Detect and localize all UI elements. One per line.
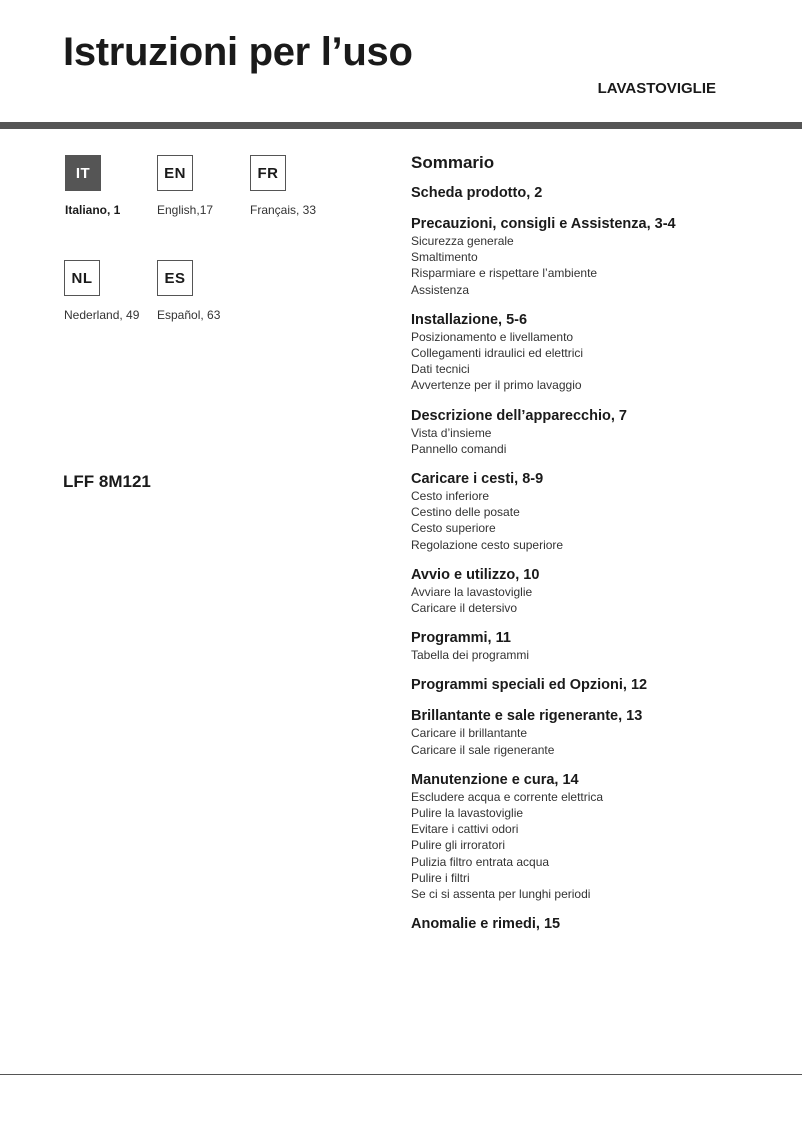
- toc-subitem[interactable]: Pulire la lavastoviglie: [411, 806, 524, 821]
- toc-section-heading[interactable]: Programmi speciali ed Opzioni, 12: [411, 677, 648, 694]
- toc-subitem[interactable]: Vista d’insieme: [411, 425, 492, 440]
- toc-subitem[interactable]: Smaltimento: [411, 250, 478, 265]
- language-code-badge: EN: [157, 155, 193, 191]
- toc-subitem[interactable]: Sicurezza generale: [411, 234, 514, 248]
- toc-section-heading[interactable]: Scheda prodotto, 2: [411, 185, 543, 201]
- toc-section: [411, 312, 791, 394]
- toc-subitem[interactable]: Evitare i cattivi odori: [411, 822, 519, 837]
- toc-section-heading[interactable]: Manutenzione e cura, 14: [411, 771, 579, 788]
- toc-section: [411, 772, 791, 902]
- toc-subitem[interactable]: Caricare il detersivo: [411, 601, 518, 616]
- language-fr[interactable]: [250, 155, 350, 217]
- toc-section-heading[interactable]: Installazione, 5-6: [411, 311, 528, 328]
- language-code-badge: FR: [250, 155, 286, 191]
- toc-section-heading[interactable]: Descrizione dell’apparecchio, 7: [411, 407, 627, 424]
- toc-subitem[interactable]: Cestino delle posate: [411, 505, 520, 520]
- language-label: Español, 63: [157, 308, 221, 322]
- toc-subitem[interactable]: Dati tecnici: [411, 362, 470, 377]
- toc-section-heading[interactable]: Brillantante e sale rigenerante, 13: [411, 708, 643, 725]
- toc-section: [411, 567, 791, 616]
- language-es[interactable]: [157, 260, 257, 322]
- toc-subitem[interactable]: Cesto inferiore: [411, 489, 490, 504]
- toc-section: [411, 471, 791, 553]
- product-category: LAVASTOVIGLIE: [597, 80, 716, 97]
- toc-subitem[interactable]: Se ci si assenta per lunghi periodi: [411, 887, 591, 902]
- toc-subitem[interactable]: Caricare il sale rigenerante: [411, 742, 555, 757]
- toc-subitem[interactable]: Collegamenti idraulici ed elettrici: [411, 346, 584, 361]
- language-label: English,17: [157, 203, 214, 217]
- toc-subitem[interactable]: Posizionamento e livellamento: [411, 329, 574, 344]
- toc-section: [411, 216, 791, 298]
- page-title: Istruzioni per l’uso: [63, 30, 413, 74]
- toc-section: [411, 677, 791, 694]
- model-number: LFF 8M121: [63, 472, 151, 491]
- header-divider: [0, 122, 802, 129]
- toc-subitem[interactable]: Cesto superiore: [411, 521, 496, 536]
- language-label: Italiano, 1: [65, 203, 121, 217]
- language-code-badge: NL: [64, 260, 100, 296]
- toc-section: [411, 708, 791, 757]
- language-code-badge: ES: [157, 260, 193, 296]
- toc-section-heading[interactable]: Caricare i cesti, 8-9: [411, 471, 544, 488]
- toc-subitem[interactable]: Risparmiare e rispettare l’ambiente: [411, 266, 598, 281]
- language-label: Français, 33: [250, 203, 317, 217]
- toc-subitem[interactable]: Avvertenze per il primo lavaggio: [411, 378, 582, 393]
- toc-subitem[interactable]: Tabella dei programmi: [411, 648, 530, 663]
- toc-subitem[interactable]: Pulizia filtro entrata acqua: [411, 854, 550, 869]
- toc-subitem[interactable]: Avviare la lavastoviglie: [411, 584, 533, 599]
- toc-subitem[interactable]: Caricare il brillantante: [411, 726, 528, 741]
- toc-section-heading[interactable]: Precauzioni, consigli e Assistenza, 3-4: [411, 216, 676, 232]
- toc-sections: [411, 185, 791, 933]
- toc-subitem[interactable]: Regolazione cesto superiore: [411, 537, 564, 552]
- toc-section-heading[interactable]: Avvio e utilizzo, 10: [411, 566, 540, 583]
- toc-subitem[interactable]: Pannello comandi: [411, 441, 507, 456]
- toc-section: [411, 630, 791, 663]
- toc-subitem[interactable]: Pulire i filtri: [411, 870, 470, 885]
- toc-section: [411, 408, 791, 457]
- toc-section-heading[interactable]: Anomalie e rimedi, 15: [411, 916, 561, 933]
- toc-section: [411, 185, 791, 202]
- toc-subitem[interactable]: Escludere acqua e corrente elettrica: [411, 789, 604, 804]
- toc-title: Sommario: [411, 153, 495, 172]
- footer-divider: [0, 1074, 802, 1075]
- language-en[interactable]: [157, 155, 257, 217]
- language-nl[interactable]: [64, 260, 164, 322]
- language-code-badge: IT: [65, 155, 101, 191]
- toc-subitem[interactable]: Pulire gli irroratori: [411, 838, 506, 853]
- toc-subitem[interactable]: Assistenza: [411, 282, 470, 297]
- toc-section-heading[interactable]: Programmi, 11: [411, 630, 511, 647]
- toc-section: [411, 916, 791, 933]
- table-of-contents: [411, 153, 791, 947]
- language-label: Nederland, 49: [64, 308, 140, 322]
- language-it[interactable]: [65, 155, 165, 217]
